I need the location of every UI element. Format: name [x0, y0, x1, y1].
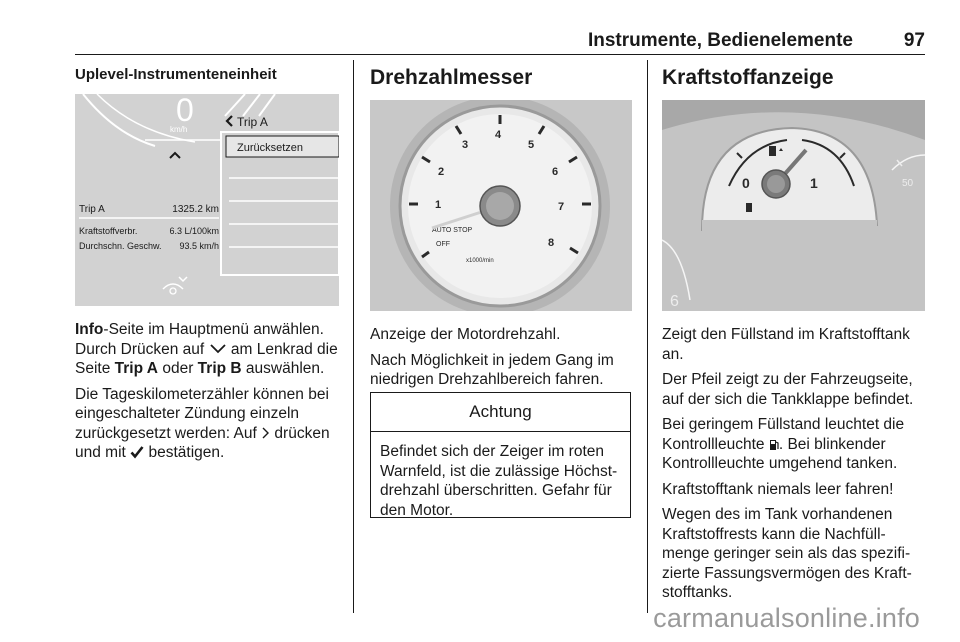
trip-row-value-1: 1325.2 km — [172, 204, 219, 215]
paragraph-tacho-1: Anzeige der Motordrehzahl. — [370, 326, 561, 343]
column-1 — [75, 66, 340, 83]
figure-instrument-unit — [75, 94, 339, 306]
text-reset-3: bestätigen. — [148, 444, 225, 461]
figure-fuel-gauge — [662, 100, 925, 311]
paragraph-info-page — [75, 320, 343, 379]
paragraph-tacho-2: Nach Möglichkeit in jedem Gang im niedrigen Drehzahlbereich fahren. — [370, 351, 614, 388]
tachometer-illustration — [370, 100, 632, 311]
tacho-auto-stop: AUTO STOP — [432, 227, 473, 234]
instrument-unit-illustration — [75, 94, 339, 306]
text-fuel-3b: . Bei blinkender Kontrollleuchte umgehend tanken. — [662, 435, 898, 472]
paragraph-fuel-1: Zeigt den Füllstand im Kraftstofftank an. — [662, 326, 910, 363]
trip-row-value-2: 6.3 L/100km — [169, 226, 219, 236]
tacho-number-1: 1 — [435, 199, 442, 211]
speedo-mark-50: 50 — [902, 178, 914, 189]
warning-box — [370, 392, 631, 518]
text-info-1: -Seite im Hauptmenü anwählen. Durch Drücken auf — [75, 321, 324, 358]
fuel-full-mark: 1 — [810, 175, 818, 191]
warning-title: Achtung — [371, 393, 630, 432]
column-1-text — [75, 320, 343, 469]
trip-row-label-3: Durchschn. Geschw. — [79, 241, 162, 251]
trip-row-label-1: Trip A — [79, 204, 105, 215]
page-number: 97 — [903, 30, 925, 51]
fuel-empty-mark: 0 — [742, 175, 750, 191]
paragraph-fuel-2: Der Pfeil zeigt zu der Fahrzeugseite, auf der sich die Tankklappe befindet. — [662, 371, 914, 408]
paragraph-trip-reset — [75, 385, 343, 463]
fuel-reserve-icon — [746, 203, 752, 212]
tacho-number-8: 8 — [548, 237, 555, 249]
term-trip-a: Trip A — [114, 360, 159, 377]
fuel-pump-icon — [769, 146, 776, 156]
section-heading-fuel-gauge: Kraftstoffanzeige — [662, 66, 834, 89]
fuel-warning-light-icon — [769, 436, 779, 453]
paragraph-fuel-3 — [662, 415, 927, 474]
figure-tachometer — [370, 100, 632, 311]
text-info-4: auswählen. — [245, 360, 325, 377]
trip-row-value-3: 93.5 km/h — [179, 241, 219, 251]
trip-row-label-2: Kraftstoffverbr. — [79, 226, 138, 236]
trip-menu-title: Trip A — [237, 115, 268, 129]
paragraph-fuel-4: Kraftstofftank niemals leer fahren! — [662, 480, 894, 498]
warning-text: Befindet sich der Zeiger im roten Warnfeld, ist die zulässige Höchstdrehzahl überschritten. Gefahr für den Motor. — [380, 443, 618, 519]
tacho-number-7: 7 — [558, 201, 565, 213]
tacho-mark-6: 6 — [670, 293, 679, 310]
tacho-number-6: 6 — [552, 166, 559, 178]
chevron-down-icon — [209, 341, 227, 358]
page-header-title: Instrumente, Bedienelemente — [587, 30, 853, 51]
tacho-number-3: 3 — [462, 139, 469, 151]
tacho-number-5: 5 — [528, 139, 535, 151]
term-info: Info — [75, 321, 104, 338]
tacho-number-2: 2 — [438, 166, 445, 178]
tacho-off: OFF — [436, 241, 450, 248]
column-3-text — [662, 325, 927, 609]
tacho-unit: x1000/min — [466, 258, 494, 264]
speed-unit: km/h — [170, 125, 188, 134]
text-fuel-3a: Bei geringem Füllstand leuchtet die Kontrollleuchte — [662, 416, 905, 453]
trip-reset-button: Zurücksetzen — [237, 142, 304, 154]
term-trip-b: Trip B — [197, 360, 242, 377]
page-header — [75, 30, 925, 55]
fuel-gauge-illustration — [662, 100, 925, 311]
column-divider-right — [647, 60, 648, 613]
text-info-2: am Lenkrad die Seite — [75, 340, 338, 377]
section-heading-instrument-unit: Uplevel-Instrumenteneinheit — [75, 66, 277, 83]
section-heading-tachometer: Drehzahlmesser — [370, 66, 533, 89]
column-2-text — [370, 325, 632, 396]
checkmark-icon — [130, 444, 144, 461]
tacho-number-4: 4 — [495, 129, 502, 141]
column-3 — [662, 66, 925, 90]
paragraph-fuel-5: Wegen des im Tank vorhandenen Kraftstoffrests kann die Nachfüllmenge geringer sein als das spezifizierte Fassungsvermögen des Kraftstofftanks. — [662, 506, 912, 601]
watermark: carmanualsonline.info — [653, 603, 920, 633]
column-divider-left — [353, 60, 354, 613]
text-info-3: oder — [162, 360, 194, 377]
text-reset-1: Die Tageskilometerzähler können bei eingeschalteter Zündung einzeln zurückgesetzt werden: Auf — [75, 385, 329, 442]
speed-digit: 0 — [176, 94, 194, 128]
chevron-right-icon — [261, 425, 270, 442]
text-reset-2: drücken und mit — [75, 424, 330, 461]
column-2 — [370, 66, 632, 90]
